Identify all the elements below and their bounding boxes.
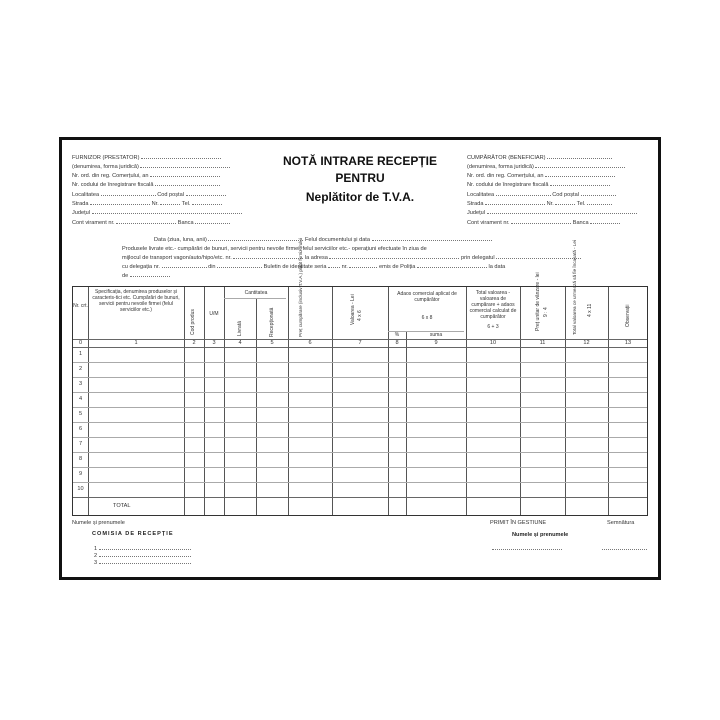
buyer-line: Nr. codului de înregistrare fiscală: [467, 182, 549, 188]
col-number: 9: [434, 340, 438, 346]
row-number: 1: [78, 351, 83, 357]
col-number: 7: [358, 340, 362, 346]
row-number: 7: [78, 441, 83, 447]
buyer-nr-label: Nr.: [546, 201, 554, 207]
header-collected-formula: 4 x 11: [587, 303, 593, 317]
row-number: 2: [78, 366, 83, 372]
header-value: Valoarea - Lei: [350, 294, 356, 325]
document-title: NOTĂ INTRARE RECEPȚIE: [282, 154, 437, 168]
row-number: 5: [78, 411, 83, 417]
header-received: Recepționată: [269, 307, 275, 337]
col-number: 5: [270, 340, 274, 346]
header-observations: Observații: [625, 304, 631, 327]
header-sale-price: Preț unitar de vânzare - lei: [535, 272, 541, 331]
col-number: 3: [212, 340, 216, 346]
buyer-tel-label: Tel.: [576, 201, 586, 207]
supplier-line: Cont virament nr.: [72, 220, 115, 226]
buyer-bank-label: Banca: [572, 220, 589, 226]
address-label: la adresa: [304, 255, 328, 261]
col-number: 11: [539, 340, 546, 346]
issue-date-label: la data: [488, 264, 506, 270]
delegate-label: prin delegatul: [461, 255, 495, 261]
col-number: 13: [624, 340, 632, 346]
doc-type-label: Felul documentului și data: [304, 237, 370, 243]
header-delivered: Livrată: [237, 320, 243, 336]
header-markup: Adaos comercial aplicat de cumpărător: [397, 291, 457, 303]
col-number: 0: [78, 340, 83, 346]
supplier-heading: FURNIZOR (PRESTATOR): [72, 155, 140, 161]
delegation-label: cu delegația nr.: [122, 264, 160, 270]
committee-member-number: 1: [94, 546, 98, 552]
header-markup-formula: 6 x 8: [421, 315, 433, 321]
col-number: 1: [134, 340, 138, 346]
de-label: de: [122, 273, 129, 279]
header-um: U/M: [209, 311, 219, 317]
total-label: TOTAL: [113, 503, 131, 509]
supplier-tel-label: Tel.: [181, 201, 191, 207]
buyer-line: (denumirea, forma juridică): [467, 164, 534, 170]
header-specification: Specificația, denumirea produselor și caracteris-tici etc. Cumpărări de bunuri, servicii pentru nevoile firmei (felul serviciilor etc.): [92, 289, 180, 313]
supplier-line: Strada: [72, 201, 89, 207]
committee-member-number: 3: [94, 560, 98, 566]
id-series-label: Buletin de identitate seria: [263, 264, 327, 270]
row-number: 4: [78, 396, 83, 402]
header-percent: %: [394, 332, 400, 338]
buyer-line: Județul: [467, 210, 486, 216]
products-line: Produsele livrate etc.- cumpărări de bunuri, servicii pentru nevoile firmei, felul serviciilor etc.- operațiuni efectuate în ziua de: [122, 246, 427, 252]
supplier-line: (denumirea, forma juridică): [72, 164, 139, 170]
reception-committee-heading: COMISIA DE RECEPȚIE: [92, 531, 174, 537]
date-label: Data (ziua, luna, anii): [154, 237, 207, 243]
buyer-heading: CUMPĂRĂTOR (BENEFICIAR): [467, 155, 546, 161]
supplier-line: Județul: [72, 210, 91, 216]
col-number: 2: [192, 340, 196, 346]
header-purchase-price: Preț cumpărare (inclusiv T.V.A.) plătit furnizorului: [298, 238, 303, 337]
header-total-collected: Total valoarea ce urmează să fie încasată - Lei: [572, 240, 577, 335]
document-subtitle: Neplătitor de T.V.A.: [305, 190, 415, 204]
col-number: 6: [308, 340, 312, 346]
document-page: [59, 137, 661, 580]
received-in-management-label: PRIMIT ÎN GESTIUNE: [490, 520, 547, 526]
col-number: 12: [583, 340, 590, 346]
issued-label: emis de Poliția: [378, 264, 416, 270]
supplier-nr-label: Nr.: [151, 201, 159, 207]
supplier-line: Nr. ord. din reg. Comerțului, an: [72, 173, 149, 179]
supplier-bank-label: Banca: [177, 220, 194, 226]
header-total-value: Total valoarea - valoarea de cumpărare + adaos comercial calculat de cumpărător: [469, 290, 517, 320]
supplier-postal-label: Cod poștal: [157, 192, 184, 198]
col-number: 4: [238, 340, 242, 346]
col-number: 10: [489, 340, 497, 346]
header-sum: suma: [429, 332, 443, 338]
row-number: 10: [77, 486, 84, 492]
header-value-formula: 4 x 6: [357, 310, 363, 321]
committee-member-number: 2: [94, 553, 98, 559]
row-number: 3: [78, 381, 83, 387]
row-number: 8: [78, 456, 83, 462]
buyer-postal-label: Cod poștal: [552, 192, 579, 198]
supplier-line: Localitatea: [72, 192, 100, 198]
header-product-code: Cod produs: [190, 309, 196, 335]
name-label-right: Numele și prenumele: [512, 532, 569, 538]
buyer-line: Strada: [467, 201, 484, 207]
document-title-line2: PENTRU: [335, 171, 385, 185]
buyer-line: Localitatea: [467, 192, 495, 198]
name-label-left: Numele și prenumele: [72, 520, 125, 526]
header-sale-price-formula: 9 : 4: [543, 307, 549, 317]
row-number: 9: [78, 471, 83, 477]
row-number: 6: [78, 426, 83, 432]
header-nr-crt: Nr. crt.: [73, 303, 88, 309]
header-quantity: Cantitatea: [244, 290, 268, 296]
id-nr-label: nr.: [341, 264, 348, 270]
transport-label: mijlocul de transport vagon/auto/hipo/etc. nr.: [122, 255, 232, 261]
from-label: din: [208, 264, 216, 270]
buyer-line: Cont virament nr.: [467, 220, 510, 226]
supplier-line: Nr. codului de înregistrare fiscală: [72, 182, 154, 188]
header-total-formula: 6 + 3: [487, 324, 499, 330]
signature-label: Semnătura: [607, 520, 635, 526]
buyer-line: Nr. ord. din reg. Comerțului, an: [467, 173, 544, 179]
col-number: 8: [395, 340, 399, 346]
